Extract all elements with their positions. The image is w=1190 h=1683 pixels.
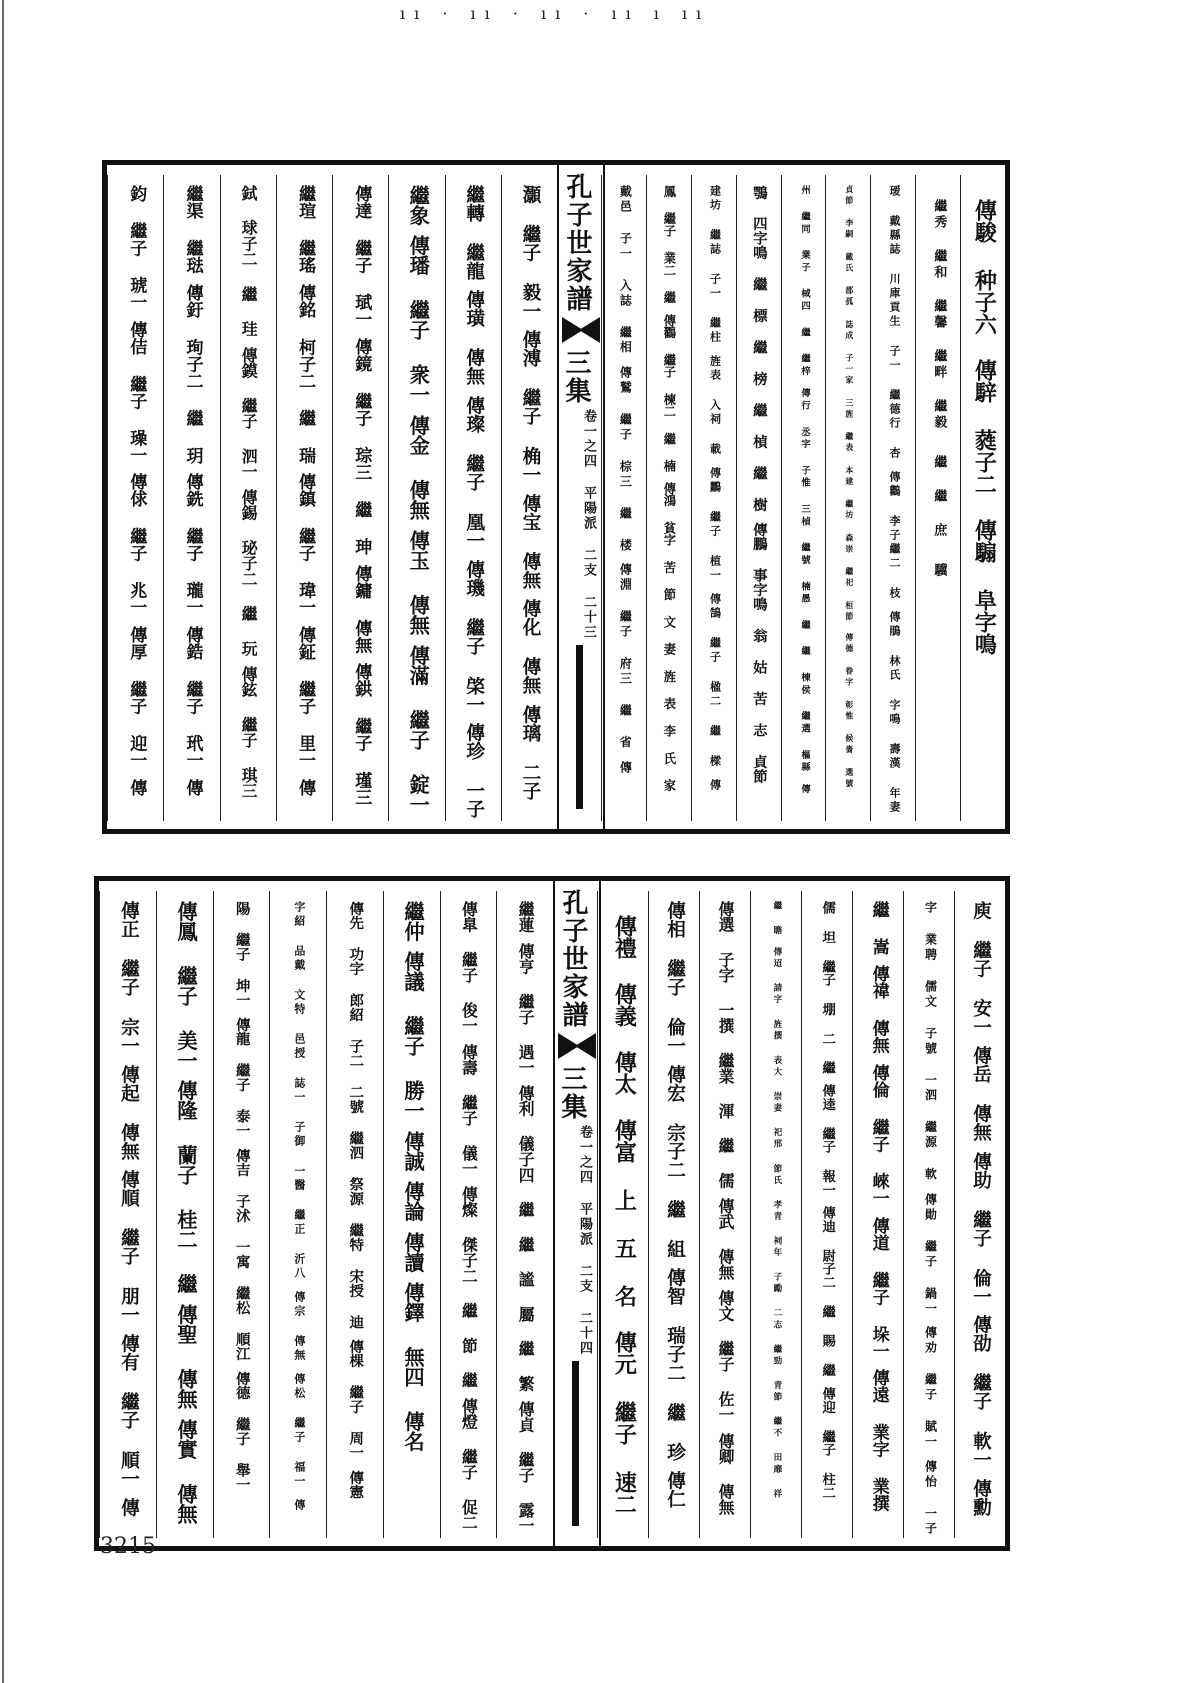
genealogy-entry: 傳迎 繼子 柱二 — [819, 1386, 836, 1499]
genealogy-entry: 傳岳 傳無 — [970, 1046, 992, 1142]
genealogy-entry: 庾 繼子 安一 — [970, 901, 992, 1037]
genealogy-entry: 傳錫 珌子二 繼 玩 — [239, 489, 259, 657]
genealogy-entry: 傳松 繼子 福一 — [292, 1373, 306, 1489]
genealogy-entry: 傳 — [292, 1499, 306, 1513]
genealogy-entry: 傳璨 繼子 凰一 — [463, 395, 485, 550]
genealogy-entry: 傳鵠 繼子 楹二 繼 樑 — [708, 593, 722, 769]
genealogy-entry: 繼 繼 庶 — [931, 455, 947, 539]
genealogy-entry: 儒 坦 繼子 堋 二 繼 — [819, 901, 836, 1075]
genealogy-entry: 傳亨 繼子 遇一 — [516, 942, 536, 1076]
fish-tail-mark — [558, 1033, 596, 1059]
genealogy-entry: 傳武 傳無 — [716, 1198, 735, 1281]
genealogy-entry: 傳宝 傳無 — [519, 493, 541, 590]
genealogy-entry: 傳鎮 繼子 瑋一 — [295, 473, 316, 617]
center-title-strip — [557, 165, 605, 829]
genealogy-entry: 傳遠 業字 業撰 — [868, 1369, 889, 1513]
genealogy-entry: 傳 — [118, 1497, 140, 1517]
genealogy-entry: 傳鋯 繼子 玳一 — [182, 626, 203, 770]
bottom-panel-column — [648, 891, 700, 1538]
genealogy-entry: 繼仲 — [401, 901, 426, 942]
genealogy-entry: 繼 瞻 — [771, 901, 782, 938]
genealogy-entry: 州 繼同 業子 棫四 繼 繼梓 — [798, 185, 810, 379]
genealogy-entry: 傳鏌 繼子 泗一 — [239, 346, 259, 480]
genealogy-entry: 傳 — [182, 779, 203, 797]
genealogy-entry: 繼轉 繼龍 — [463, 185, 485, 281]
genealogy-entry: 傳龍 繼子 泰一 — [233, 1017, 251, 1139]
genealogy-entry: 傳鸝 繼子 植一 — [708, 467, 722, 583]
bottom-panel-column — [597, 891, 649, 1538]
genealogy-entry: 傳鏡 繼子 琮三 繼 珅 — [351, 337, 372, 555]
genealogy-entry: 繼象 — [406, 185, 431, 226]
genealogy-entry: 傳義 — [611, 983, 638, 1027]
top-panel-column — [781, 175, 827, 821]
bottom-panel-column — [326, 891, 384, 1538]
genealogy-entry: 傳誠 — [401, 1130, 426, 1172]
genealogy-entry: 灝 繼子 毅一 — [519, 185, 541, 321]
genealogy-entry: 貞節 李嗣 戴氏 郡孤 誌成 子一家 三旌 繼表 本建 繼坊 森崇 繼祀 桓節 — [844, 185, 854, 623]
genealogy-entry: 傳騸 阜字鳴 — [971, 519, 998, 655]
genealogy-entry: 繼渠 繼琺 — [182, 185, 203, 274]
top-panel-column — [332, 175, 389, 821]
genealogy-entry: 傳銑 繼子 瓏一 — [182, 473, 203, 617]
genealogy-entry: 鉽 球子二 繼 珪 — [239, 185, 259, 337]
bottom-panel-column — [99, 891, 157, 1538]
top-panel-column — [445, 175, 502, 821]
genealogy-entry: 傳劝 繼子 賦一 — [923, 1326, 938, 1451]
genealogy-entry: 傳富 上 五 名 — [611, 1119, 638, 1307]
genealogy-entry: 傳棵 繼子 周一 — [347, 1339, 365, 1461]
genealogy-entry: 傳鳳 繼子 美一 — [174, 901, 199, 1071]
vertical-rule — [572, 1361, 579, 1526]
genealogy-entry: 傳利 儀子四 繼 繼 謐 屬 繼 繁 — [516, 1085, 536, 1392]
genealogy-entry: 傳禕 傳無 — [868, 965, 889, 1054]
genealogy-entry: 傳珍 一子 — [463, 723, 485, 819]
genealogy-entry: 傳釪 珣子二 繼 玥 — [182, 283, 203, 464]
genealogy-entry: 傳智 瑞子二 繼 珍 — [664, 1268, 686, 1462]
genealogy-entry: 戴邑 子一 入誌 繼相 — [618, 185, 633, 356]
genealogy-entry: 傳鵑 林氏 字鳴 壽漢 年妻 — [888, 611, 902, 815]
bottom-panel-column — [383, 891, 441, 1538]
bottom-panel-column — [954, 891, 1006, 1538]
volume-info: 卷一之四 平陽派 二支 二十四 — [577, 1125, 592, 1356]
genealogy-entry: 傳宏 宗子二 繼 組 — [664, 1064, 686, 1259]
genealogy-entry: 傳太 — [611, 1051, 638, 1095]
genealogy-entry: 傳鏞 傳無 — [351, 564, 372, 654]
genealogy-entry: 傳起 傳無 — [118, 1064, 140, 1161]
genealogy-entry: 傳卿 傳無 — [716, 1432, 735, 1516]
genealogy-entry: 傳有 繼子 順一 — [118, 1333, 140, 1488]
genealogy-entry: 傳 — [126, 779, 147, 797]
genealogy-entry: 傳滿 繼子 錠一 — [406, 644, 431, 815]
book-title: 孔子世家譜 — [558, 889, 588, 1029]
genealogy-entry: 傳淵 繼子 府三 繼 省 — [618, 563, 633, 752]
genealogy-entry: 傳鵬 事字鳴 翁 姑 苦 志 貞節 — [750, 521, 768, 784]
genealogy-entry: 傳正 繼子 宗一 — [118, 901, 140, 1055]
top-panel-column — [736, 175, 782, 821]
genealogy-entry: 繼蓮 — [516, 901, 536, 933]
genealogy-entry: 驥 — [931, 563, 947, 579]
genealogy-entry: 傳相 繼子 倫一 — [664, 901, 686, 1055]
genealogy-entry: 傳燈 繼子 促二 — [459, 1398, 479, 1531]
genealogy-entry: 傳璃 二子 — [519, 704, 541, 801]
genealogy-entry: 旌表 入祠 載 — [708, 355, 722, 457]
genealogy-entry: 傳德 繼子 舉一 — [233, 1371, 251, 1493]
genealogy-entry: 傳駿 种子六 — [971, 199, 998, 335]
genealogy-entry: 傳溥 繼子 桷一 — [519, 330, 541, 484]
genealogy-entry: 鈞 繼子 琥一 — [126, 185, 147, 311]
vertical-rule — [576, 645, 583, 809]
genealogy-entry: 傳貞 繼子 露一 — [516, 1401, 536, 1535]
genealogy-entry: 陽 繼子 坤一 — [233, 901, 251, 1008]
genealogy-panel-top — [102, 160, 1010, 834]
genealogy-entry: 傳達 繼子 珷一 — [351, 185, 372, 328]
top-panel-column — [960, 175, 1006, 821]
genealogy-entry: 傳 — [798, 784, 810, 797]
bottom-panel-column — [213, 891, 271, 1538]
genealogy-entry: 傳 — [618, 761, 633, 777]
genealogy-entry: 傳玉 傳無 — [406, 529, 431, 635]
genealogy-entry: 字紹 品戴 文特 邑授 誌一 子御 一醫 繼正 沂八 — [292, 901, 306, 1281]
header-marks: ıı · ıı · ıı · ıı ı ıı — [400, 4, 711, 23]
genealogy-entry: 傳佶 繼子 璪一 — [126, 320, 147, 464]
bottom-panel-column — [699, 891, 751, 1538]
genealogy-panel-bottom — [94, 876, 1010, 1551]
top-panel-column — [107, 175, 164, 821]
genealogy-entry: 傳鸐 繼子 楝二 繼 楠 — [661, 313, 677, 472]
genealogy-entry: 傳宗 傳無 — [292, 1291, 306, 1363]
top-panel-column — [601, 175, 647, 821]
bottom-panel-column — [852, 891, 904, 1538]
genealogy-entry: 繼 嵩 — [868, 901, 889, 956]
genealogy-entry: 瑷 戴縣誌 川庫貢生 子一 繼德行 杏 — [888, 185, 902, 461]
genealogy-entry: 傳鷲 繼子 棕三 繼 楼 — [618, 365, 633, 554]
genealogy-entry: 傳憲 — [347, 1470, 365, 1500]
top-panel-column — [915, 175, 961, 821]
genealogy-entry: 傳鐸 無四 傳名 — [401, 1282, 426, 1452]
genealogy-entry: 傳迪 尉子二 繼 賜 繼 — [819, 1206, 836, 1377]
genealogy-entry: 傳厚 繼子 迎一 — [126, 626, 147, 769]
genealogy-entry: 傳行 丞字 子惟 三楨 繼號 楠愚 繼 繼 棟侯 繼選 樞縣 — [798, 388, 810, 775]
genealogy-entry: 傳 — [295, 779, 316, 797]
genealogy-entry: 傳壽 繼子 儀一 — [459, 1043, 479, 1177]
page-number: 3215 — [100, 1534, 156, 1559]
volume-label: 三集 — [561, 349, 591, 405]
genealogy-entry: 傳 — [708, 779, 722, 793]
genealogy-entry: 傳燦 傑子二 繼 節 繼 — [459, 1186, 479, 1389]
genealogy-entry: 建坊 繼誌 子一 繼柱 — [708, 185, 722, 345]
top-panel-column — [220, 175, 277, 821]
volume-info: 卷一之四 平陽派 二支 二十三 — [581, 409, 596, 640]
top-panel-column — [501, 175, 558, 821]
top-panel-column — [870, 175, 916, 821]
genealogy-entry: 傳順 繼子 朋一 — [118, 1170, 140, 1324]
genealogy-entry: 傳俅 繼子 兆一 — [126, 473, 147, 617]
top-panel-column — [276, 175, 333, 821]
genealogy-entry: 傳鴻 貧字 苦 節 文 妻 旌 表 李 氏 家 — [661, 481, 677, 792]
genealogy-entry: 傳助 繼子 倫一 — [970, 1151, 992, 1306]
center-title-strip — [553, 881, 601, 1546]
genealogy-entry: 傳選 子字 一撰 繼業 渾 繼 儒 — [716, 901, 735, 1189]
bottom-panel-column — [903, 891, 955, 1538]
genealogy-entry: 傳璜 傳無 — [463, 290, 485, 386]
genealogy-entry: 傳鉉 繼子 琪三 — [239, 666, 259, 800]
fish-tail-mark — [562, 317, 600, 343]
genealogy-entry: 傳鉦 繼子 里一 — [295, 626, 316, 770]
volume-label: 三集 — [557, 1065, 587, 1121]
genealogy-entry: 傳勳 — [970, 1479, 992, 1517]
top-panel-column — [825, 175, 871, 821]
genealogy-entry: 傳聖 傳無 — [174, 1304, 199, 1410]
genealogy-entry: 傳議 繼子 勝一 — [401, 951, 426, 1121]
genealogy-entry: 傳文 繼子 佐一 — [716, 1290, 735, 1423]
genealogy-entry: 傳迢 請字 旌撰 表大 崇妻 祀邢 節氏 孝青 祠年 子勵 二志 繼勁 青節 繼不 田靡 祥 — [771, 947, 782, 1501]
genealogy-entry: 傳德 眷字 彰惟 候嗇 選號 — [844, 632, 854, 790]
genealogy-entry: 傳元 繼子 速二 — [611, 1331, 638, 1515]
genealogy-entry: 傳銘 柯子二 繼 瑞 — [295, 283, 316, 464]
bottom-panel-column — [440, 891, 498, 1538]
book-title: 孔子世家譜 — [562, 173, 592, 313]
genealogy-entry: 傳道 繼子 垛一 — [868, 1216, 889, 1360]
bottom-panel-column — [269, 891, 327, 1538]
genealogy-entry: 傳仁 — [664, 1471, 686, 1509]
bottom-panel-column — [801, 891, 853, 1538]
genealogy-entry: 傳璠 繼子 衆一 — [406, 235, 431, 405]
genealogy-entry: 鶚 四字鳴 繼 標 繼 榜 繼 楨 繼 樹 — [750, 185, 768, 512]
genealogy-entry: 傳逵 繼子 報一 — [819, 1084, 836, 1197]
page-left-edge — [2, 0, 4, 1683]
genealogy-entry: 傳吉 子沭 一寓 繼松 順江 — [233, 1148, 251, 1362]
genealogy-entry: 傳論 — [401, 1181, 426, 1222]
genealogy-entry: 繼瑄 繼瑤 — [295, 185, 316, 274]
genealogy-entry: 傳劭 繼子 軟一 — [970, 1315, 992, 1470]
top-panel-column — [163, 175, 220, 821]
genealogy-entry: 字 業聘 儒文 子號 一泗 繼源 軟 — [923, 901, 938, 1183]
bottom-panel-column — [750, 891, 802, 1538]
genealogy-entry: 傳怡 一子 — [923, 1460, 938, 1537]
top-panel-column — [646, 175, 692, 821]
genealogy-entry: 傳先 功字 郎紹 子二 二號 繼泗 祭源 繼特 宋授 迪 — [347, 901, 365, 1330]
genealogy-entry: 傳倫 繼子 崍一 — [868, 1063, 889, 1207]
genealogy-entry: 傳金 傳無 — [406, 414, 431, 520]
genealogy-entry: 鳳 繼子 業二 繼 — [661, 185, 677, 304]
genealogy-entry: 傳禮 — [611, 915, 638, 959]
genealogy-entry: 傳化 傳無 — [519, 599, 541, 695]
bottom-panel-column — [156, 891, 214, 1538]
top-panel-column — [388, 175, 445, 821]
bottom-panel-column — [496, 891, 554, 1538]
genealogy-entry: 傳讀 — [401, 1231, 426, 1273]
genealogy-entry: 傳騂 蕤子二 — [971, 359, 998, 495]
genealogy-entry: 傳實 傳無 — [174, 1419, 199, 1525]
genealogy-entry: 傳鸛 李子繼二 枝 — [888, 471, 902, 601]
top-panel-column — [691, 175, 737, 821]
genealogy-entry: 傳臯 繼子 俊一 — [459, 901, 479, 1034]
genealogy-entry: 傳鉷 繼子 瑾三 — [351, 663, 372, 807]
genealogy-entry: 繼秀 繼和 繼馨 繼畔 繼毅 — [931, 199, 947, 431]
genealogy-entry: 傳勛 繼子 鍋一 — [923, 1192, 938, 1317]
genealogy-entry: 傳隆 蘭子 桂二 繼 — [174, 1080, 199, 1295]
genealogy-entry: 傳璣 繼子 棨一 — [463, 559, 485, 714]
